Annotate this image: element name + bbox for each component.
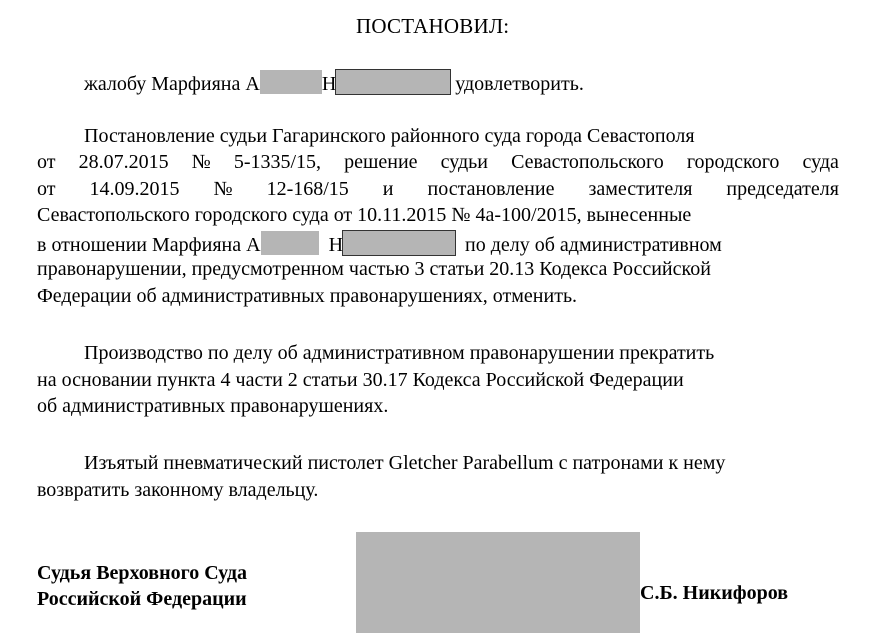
- text-line: [37, 151, 839, 174]
- line-suffix: по делу об административном: [465, 234, 722, 256]
- word: решение: [344, 151, 418, 173]
- redaction-block: [336, 70, 450, 94]
- word: судьи: [440, 151, 488, 173]
- text-line: [37, 231, 722, 257]
- line-prefix: в отношении Марфияна А: [37, 234, 261, 256]
- word: 28.07.2015: [78, 151, 169, 173]
- word: постановление: [427, 178, 555, 200]
- signature-redaction-block: [356, 532, 640, 633]
- word: председателя: [726, 178, 839, 200]
- word: №: [191, 151, 211, 173]
- word: 5-1335/15,: [233, 151, 322, 173]
- text-line: [37, 178, 839, 201]
- ruling-heading: ПОСТАНОВИЛ:: [356, 14, 510, 38]
- word: 14.09.2015: [89, 178, 180, 200]
- line-text: возвратить законному владельцу.: [37, 479, 319, 501]
- word: городского: [686, 151, 780, 173]
- text-line: [84, 342, 714, 365]
- ruling-middle: Н: [321, 73, 337, 95]
- judge-name: С.Б. Никифоров: [640, 582, 789, 604]
- word: заместителя: [588, 178, 693, 200]
- text-line: [37, 285, 577, 308]
- word: 12-168/15: [266, 178, 349, 200]
- text-line: [37, 395, 388, 418]
- text-line: [84, 125, 839, 148]
- word: Севастопольского: [511, 151, 664, 173]
- text-line: [37, 258, 711, 281]
- word: от: [37, 178, 56, 200]
- line-text: Севастопольского городского суда от 10.11.2015 № 4а-100/2015, вынесенные: [37, 204, 692, 226]
- redaction-block: [343, 231, 455, 255]
- judge-title-line2: Российской Федерации: [37, 588, 247, 610]
- line-text: об административных правонарушениях.: [37, 395, 389, 417]
- line-text: на основании пункта 4 части 2 статьи 30.17 Кодекса Российской Федерации: [37, 369, 684, 391]
- text-line: [37, 369, 684, 392]
- ruling-line: [84, 70, 584, 96]
- redaction-block: [261, 231, 319, 255]
- redaction-block: [260, 70, 322, 94]
- line-text: правонарушении, предусмотренном частью 3 статьи 20.13 Кодекса Российской: [37, 258, 711, 280]
- word: суда: [802, 151, 839, 173]
- judge-title-line1: Судья Верховного Суда: [37, 562, 247, 584]
- text-line: [37, 204, 691, 227]
- word: и: [382, 178, 394, 200]
- ruling-suffix: удовлетворить.: [455, 73, 584, 95]
- line-middle: Н: [328, 234, 344, 256]
- line-text: Изъятый пневматический пистолет Gletcher Parabellum с патронами к нему: [84, 452, 726, 474]
- text-line: [37, 479, 318, 502]
- line-text: Постановление судьи Гагаринского районного суда города Севастополя: [84, 125, 695, 147]
- line-text: Федерации об административных правонарушениях, отменить.: [37, 285, 578, 307]
- ruling-prefix: жалобу Марфияна А: [84, 73, 260, 95]
- word: №: [213, 178, 233, 200]
- word: от: [37, 151, 56, 173]
- text-line: [84, 452, 725, 475]
- line-text: Производство по делу об административном правонарушении прекратить: [84, 342, 715, 364]
